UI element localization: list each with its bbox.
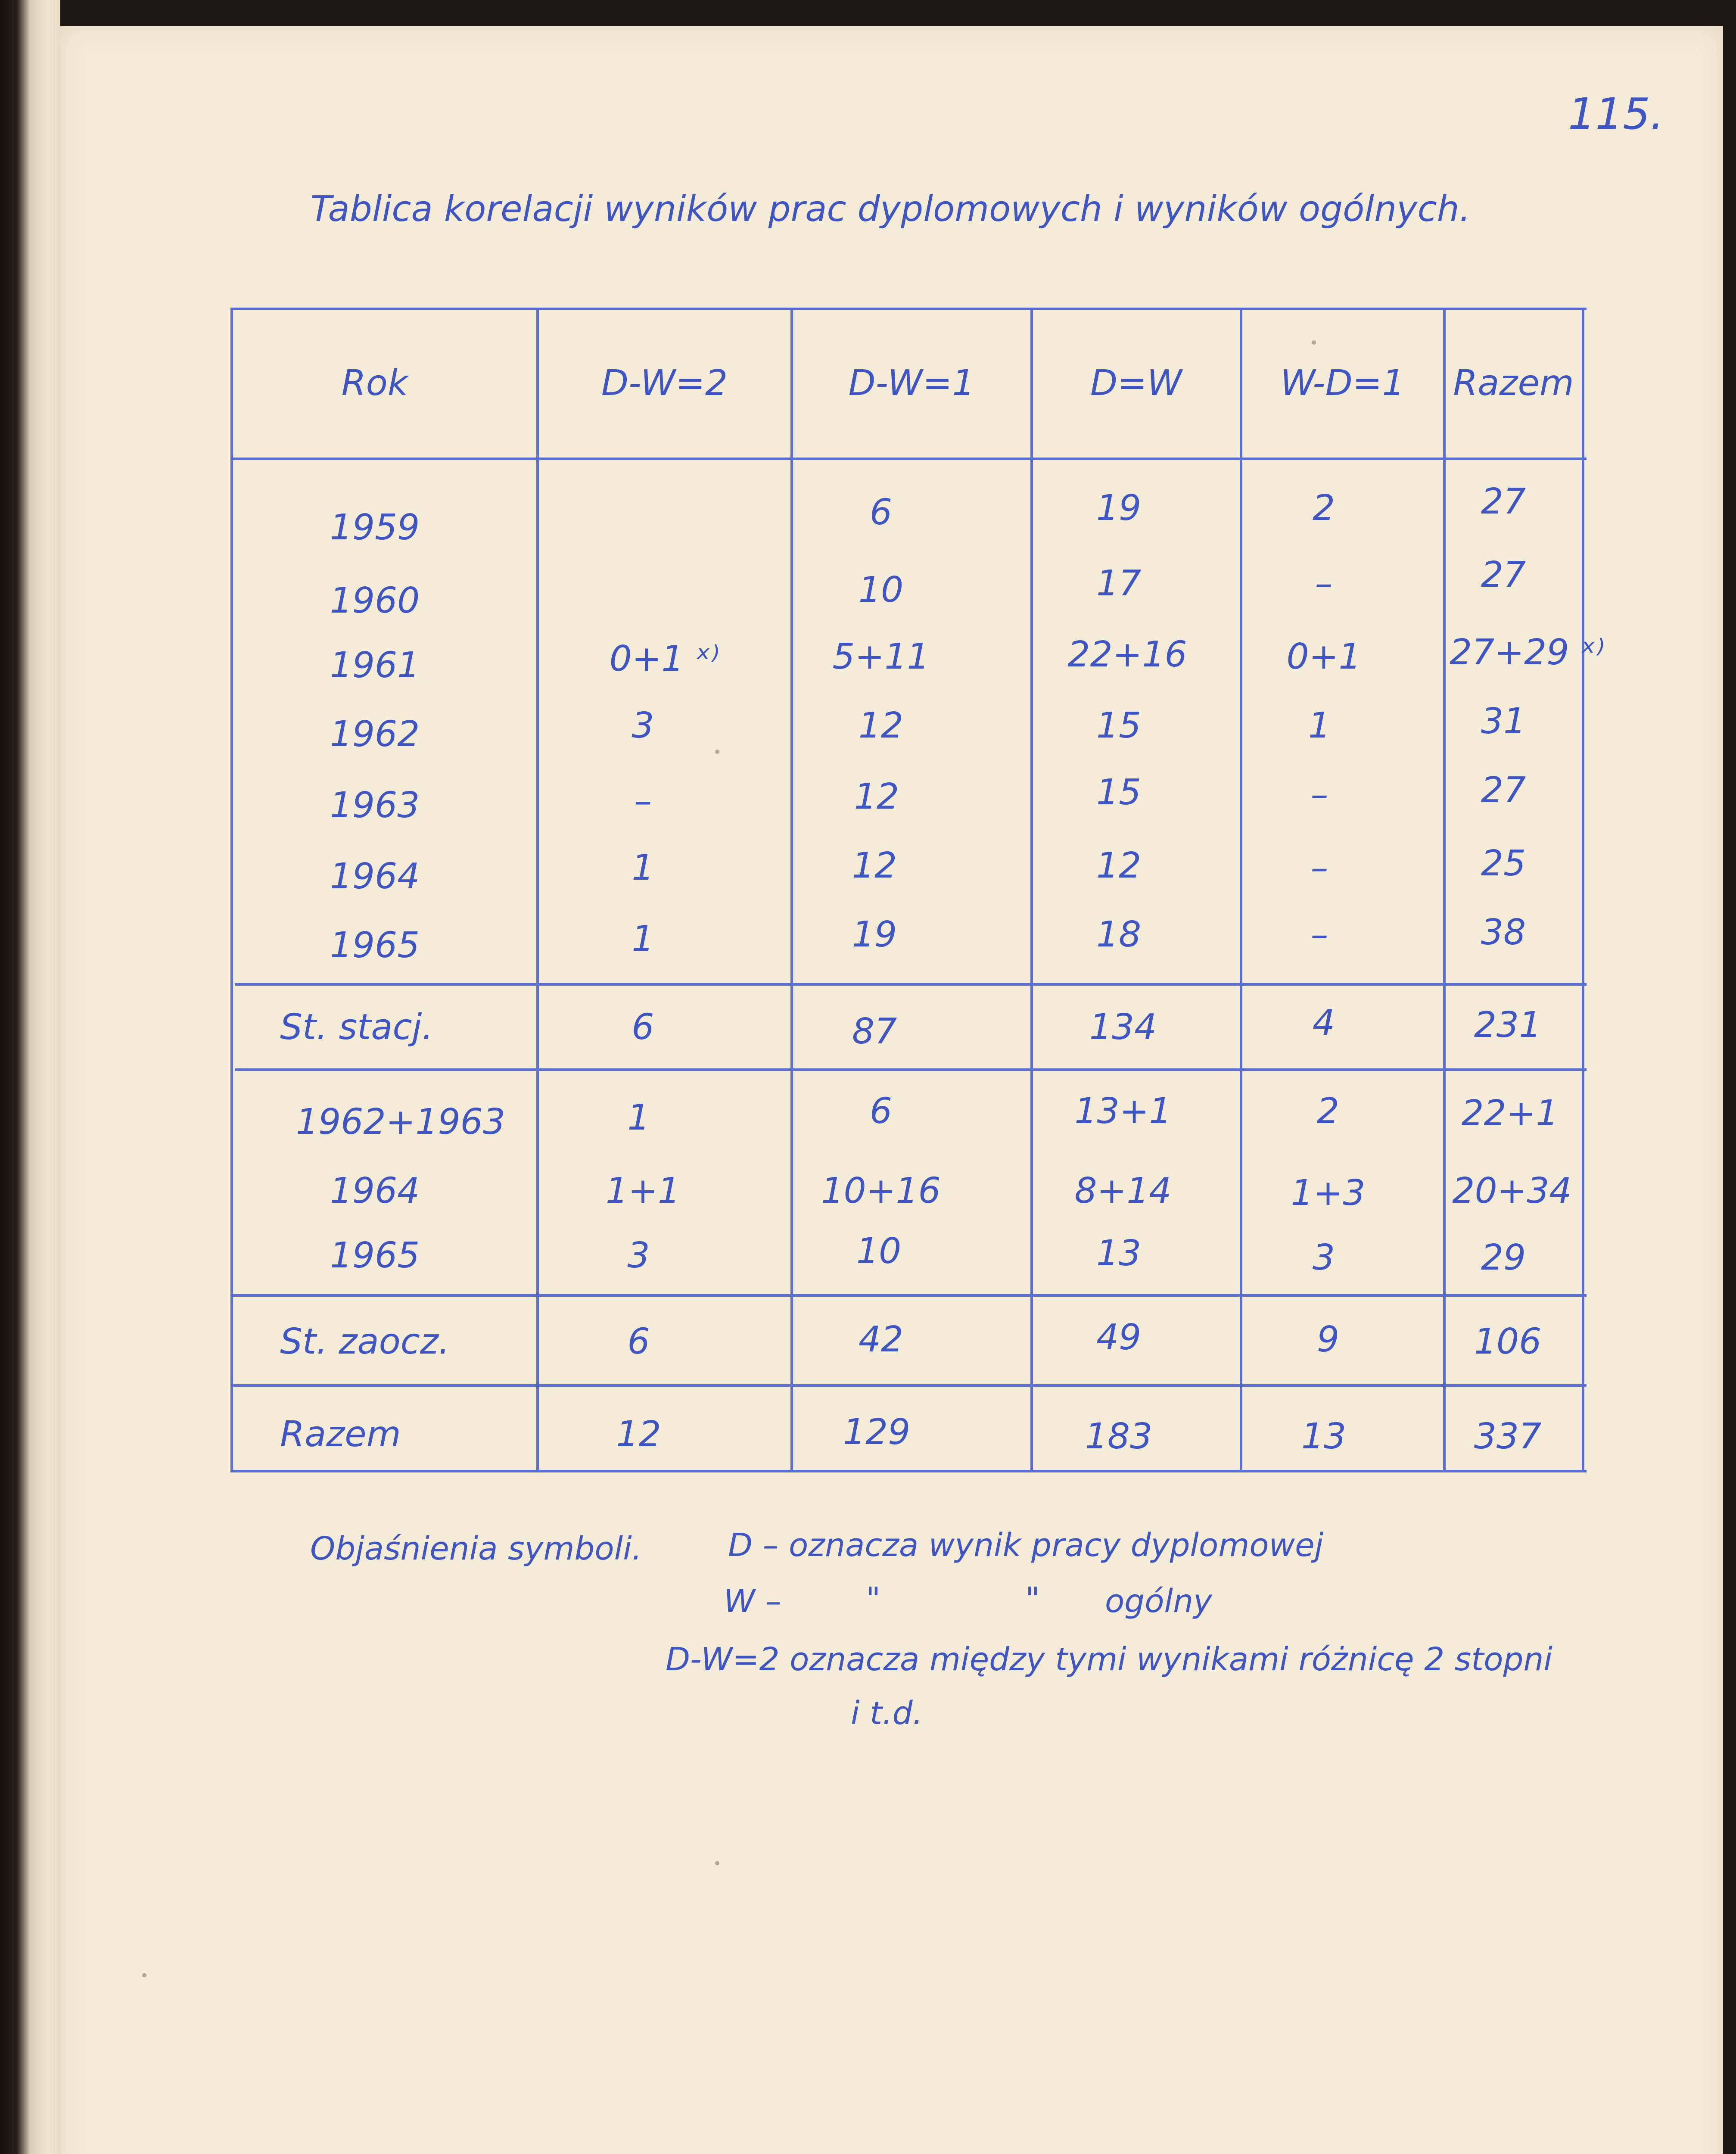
cell-value: 106 [1474, 1321, 1542, 1362]
cell-value: 2 [1316, 1091, 1340, 1132]
cell-value: 1+3 [1291, 1173, 1366, 1214]
cell-value: 2 [1312, 488, 1335, 529]
table-border-right [1582, 308, 1584, 1472]
cell-value [538, 562, 790, 618]
paper-speck [142, 1973, 146, 1977]
cell-year: 1959 [330, 507, 420, 548]
cell-value [538, 485, 790, 541]
cell-value: 5+11 [832, 636, 930, 677]
cell-value: 8+14 [1074, 1170, 1172, 1211]
cell-value: 15 [1096, 772, 1142, 813]
header-d-w-2: D-W=2 [601, 363, 728, 404]
row-divider [230, 1294, 1587, 1297]
cell-value: 27 [1481, 554, 1526, 595]
cell-value: 29 [1481, 1237, 1526, 1278]
cell-year: 1964 [330, 856, 420, 897]
legend-ditto-mark: " [866, 1581, 881, 1618]
cell-value: 15 [1096, 705, 1142, 746]
cell-value: 337 [1474, 1416, 1542, 1457]
cell-value: 18 [1096, 914, 1142, 955]
cell-value: 49 [1096, 1317, 1142, 1358]
cell-year: 1961 [330, 645, 420, 686]
page-number: 115. [1568, 89, 1664, 139]
row-divider [230, 1384, 1587, 1387]
cell-label: St. stacj. [280, 1007, 433, 1048]
cell-value: 0+1 [1286, 636, 1361, 677]
cell-value: 17 [1096, 563, 1142, 604]
cell-value: 13+1 [1074, 1091, 1172, 1132]
legend-line-w: W – [724, 1583, 781, 1620]
cell-value: 27 [1481, 770, 1526, 811]
header-d-w-1: D-W=1 [848, 363, 975, 404]
legend-line-difference: D-W=2 oznacza między tymi wynikami różnicę 2 stopni [666, 1641, 1552, 1678]
cell-value: 27+29 ˣ⁾ [1450, 632, 1605, 673]
cell-value: 6 [869, 1091, 893, 1132]
header-rok: Rok [341, 363, 408, 404]
cell-year: 1964 [330, 1170, 420, 1211]
cell-value: 183 [1085, 1416, 1153, 1457]
cell-value: 42 [858, 1319, 904, 1360]
cell-value: 19 [1096, 488, 1142, 529]
table-border-top [230, 308, 1587, 310]
legend-label: Objaśnienia symboli. [310, 1530, 642, 1567]
cell-value: – [1310, 847, 1328, 888]
cell-year: 1965 [330, 1235, 420, 1276]
legend-line-d: D – oznacza wynik pracy dyplomowej [728, 1527, 1324, 1564]
cell-value: – [1310, 774, 1328, 815]
cell-value: 129 [843, 1412, 911, 1453]
cell-value: 3 [627, 1235, 650, 1276]
table-border-left [230, 308, 233, 1472]
cell-value: 12 [616, 1414, 661, 1455]
header-w-d-1: W-D=1 [1280, 363, 1405, 404]
cell-value: 12 [1096, 845, 1142, 886]
cell-value: 19 [852, 914, 897, 955]
cell-value: – [1310, 914, 1328, 955]
cell-value: 10 [856, 1231, 902, 1272]
page-title: Tablica korelacji wyników prac dyplomowych i wyników ogólnych. [310, 189, 1471, 230]
cell-year: 1962+1963 [296, 1102, 506, 1142]
cell-year: 1965 [330, 925, 420, 966]
header-divider [230, 458, 1587, 460]
legend-line-etc: i t.d. [851, 1695, 923, 1732]
cell-value: 22+16 [1067, 634, 1187, 675]
paper-speck [715, 1861, 719, 1865]
cell-value: 1 [1308, 705, 1331, 746]
cell-value: 25 [1481, 843, 1526, 884]
cell-value: 27 [1481, 481, 1526, 522]
book-binding [0, 0, 60, 2154]
cell-value: 12 [854, 776, 899, 817]
cell-value: 1 [627, 1097, 650, 1138]
cell-value: 1 [632, 847, 654, 888]
cell-label: Razem [280, 1414, 401, 1455]
header-razem: Razem [1453, 363, 1574, 404]
cell-value: 6 [632, 1007, 654, 1048]
cell-value: 6 [627, 1321, 650, 1362]
cell-value: 6 [869, 492, 893, 533]
cell-value: 13 [1301, 1416, 1347, 1457]
cell-value: 38 [1481, 912, 1526, 953]
row-divider [235, 983, 1587, 986]
cell-value: 31 [1481, 701, 1526, 742]
paper-speck [1312, 340, 1316, 345]
cell-year: 1960 [330, 580, 420, 621]
row-divider [235, 1068, 1587, 1071]
cell-value: 231 [1474, 1005, 1542, 1046]
cell-label: St. zaocz. [280, 1321, 450, 1362]
cell-value: 10 [858, 570, 904, 610]
cell-value: 22+1 [1461, 1093, 1559, 1134]
cell-value: 87 [852, 1011, 897, 1052]
cell-value: 9 [1316, 1319, 1340, 1360]
cell-value: 4 [1312, 1002, 1335, 1043]
table-border-bottom [230, 1470, 1587, 1472]
legend-ditto-mark: " [1025, 1581, 1040, 1618]
cell-value: – [634, 781, 652, 822]
cell-year: 1963 [330, 785, 420, 826]
cell-value: 13 [1096, 1233, 1142, 1274]
cell-value: 12 [852, 845, 897, 886]
cell-value: 3 [1312, 1237, 1335, 1278]
cell-value: 20+34 [1452, 1170, 1572, 1211]
cell-value: 12 [858, 705, 904, 746]
cell-year: 1962 [330, 714, 420, 755]
cell-value: – [1315, 563, 1333, 604]
cell-value: 1+1 [605, 1170, 681, 1211]
legend-line-w-end: ogólny [1105, 1583, 1212, 1620]
header-d-equals-w: D=W [1090, 363, 1182, 404]
cell-value: 134 [1089, 1007, 1157, 1048]
cell-value: 0+1 ˣ⁾ [609, 638, 720, 679]
cell-value: 10+16 [821, 1170, 941, 1211]
cell-value: 3 [632, 705, 654, 746]
cell-value: 1 [632, 918, 654, 959]
